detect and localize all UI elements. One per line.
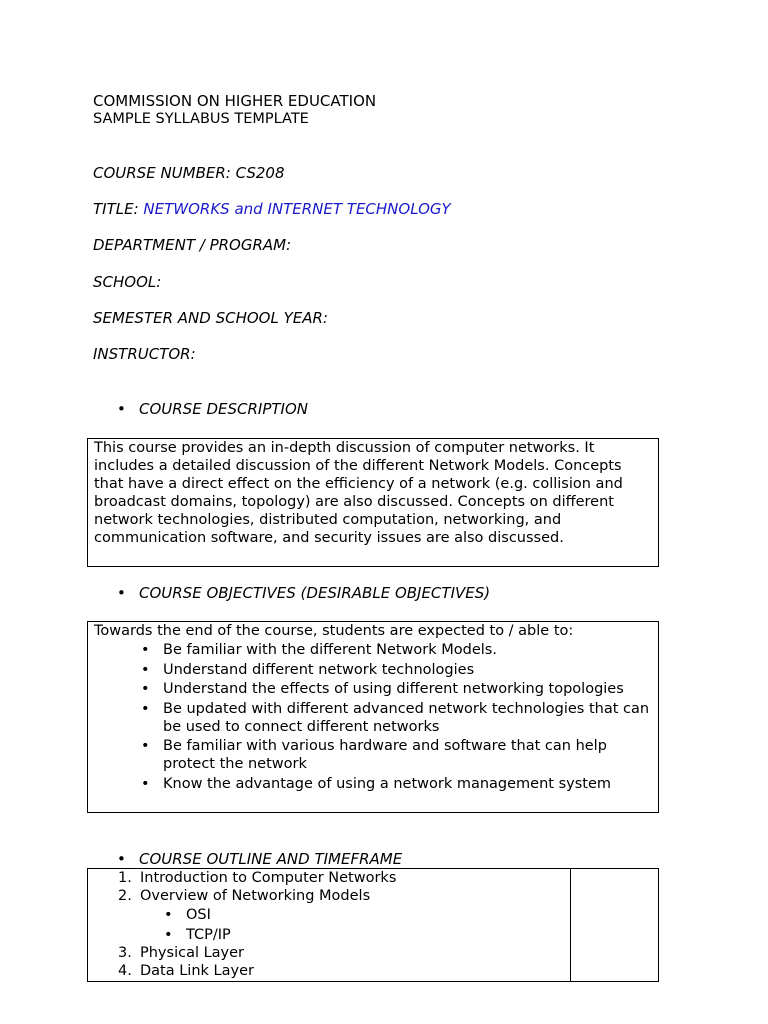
bullet-icon: • — [117, 850, 126, 868]
objective-text: Be updated with different advanced network technologies that can be used to connect different networks — [163, 700, 650, 735]
bullet-icon: • — [141, 738, 150, 754]
outline-number: 1. — [118, 870, 132, 886]
objective-item — [94, 641, 652, 659]
school-field: SCHOOL: — [93, 273, 162, 291]
bullet-icon: • — [164, 907, 173, 923]
course-title-value: NETWORKS and INTERNET TECHNOLOGY — [143, 200, 451, 218]
objectives-list — [94, 641, 652, 793]
table-column-divider — [570, 869, 571, 981]
bullet-icon: • — [141, 700, 150, 717]
outline-label: Data Link Layer — [140, 963, 254, 979]
course-description-heading — [117, 400, 308, 418]
course-description-heading-label: COURSE DESCRIPTION — [139, 400, 308, 418]
objective-item — [94, 775, 652, 793]
outline-number: 4. — [118, 963, 132, 979]
outline-number: 3. — [118, 945, 132, 961]
document-template-title: SAMPLE SYLLABUS TEMPLATE — [93, 111, 309, 127]
course-description-box — [87, 438, 659, 567]
objectives-intro: Towards the end of the course, students are expected to / able to: — [94, 623, 574, 639]
objective-text: Be familiar with various hardware and software that can help protect the network — [163, 738, 607, 772]
department-field: DEPARTMENT / PROGRAM: — [93, 236, 292, 254]
semester-field: SEMESTER AND SCHOOL YEAR: — [93, 309, 328, 327]
objective-text: Be familiar with the different Network Models. — [163, 642, 497, 658]
outline-label: Introduction to Computer Networks — [140, 870, 397, 886]
course-outline-heading-label: COURSE OUTLINE AND TIMEFRAME — [139, 850, 403, 868]
course-number: COURSE NUMBER: CS208 — [93, 164, 285, 182]
bullet-icon: • — [141, 775, 150, 792]
outline-sublabel: OSI — [186, 907, 211, 923]
objective-item — [94, 680, 652, 698]
bullet-icon: • — [141, 642, 150, 658]
bullet-icon: • — [117, 584, 126, 602]
objective-text: Understand different network technologies — [163, 661, 475, 678]
course-description-text: This course provides an in-depth discussion of computer networks. It includes a detailed discussion of the different Network Models. Concepts that have a direct effect on the efficiency of a network (e.g. collision and broadcast domains, topology) are also discussed. Concepts on different network technologies, distributed computation, networking, and communication software, and security issues are also discussed. — [94, 440, 623, 546]
course-objectives-heading-label: COURSE OBJECTIVES (DESIRABLE OBJECTIVES) — [139, 584, 491, 602]
objective-item — [94, 700, 652, 736]
outline-number: 2. — [118, 888, 132, 904]
course-title-line — [93, 200, 451, 218]
objective-item — [94, 661, 652, 679]
outline-sublabel: TCP/IP — [186, 927, 231, 943]
document-org-title: COMMISSION ON HIGHER EDUCATION — [93, 92, 377, 110]
course-title-label: TITLE: — [93, 200, 139, 218]
bullet-icon: • — [141, 681, 150, 697]
bullet-icon: • — [117, 400, 126, 418]
bullet-icon: • — [141, 661, 150, 678]
course-outline-table — [87, 868, 659, 982]
outline-label: Physical Layer — [140, 945, 245, 961]
course-objectives-box — [87, 621, 659, 813]
instructor-field: INSTRUCTOR: — [93, 345, 196, 363]
objective-item — [94, 737, 652, 773]
outline-label: Overview of Networking Models — [140, 888, 371, 904]
objective-text: Know the advantage of using a network management system — [163, 775, 612, 792]
bullet-icon: • — [164, 927, 173, 943]
course-outline-heading — [117, 850, 402, 868]
objective-text: Understand the effects of using different networking topologies — [163, 681, 624, 697]
course-objectives-heading — [117, 584, 490, 602]
